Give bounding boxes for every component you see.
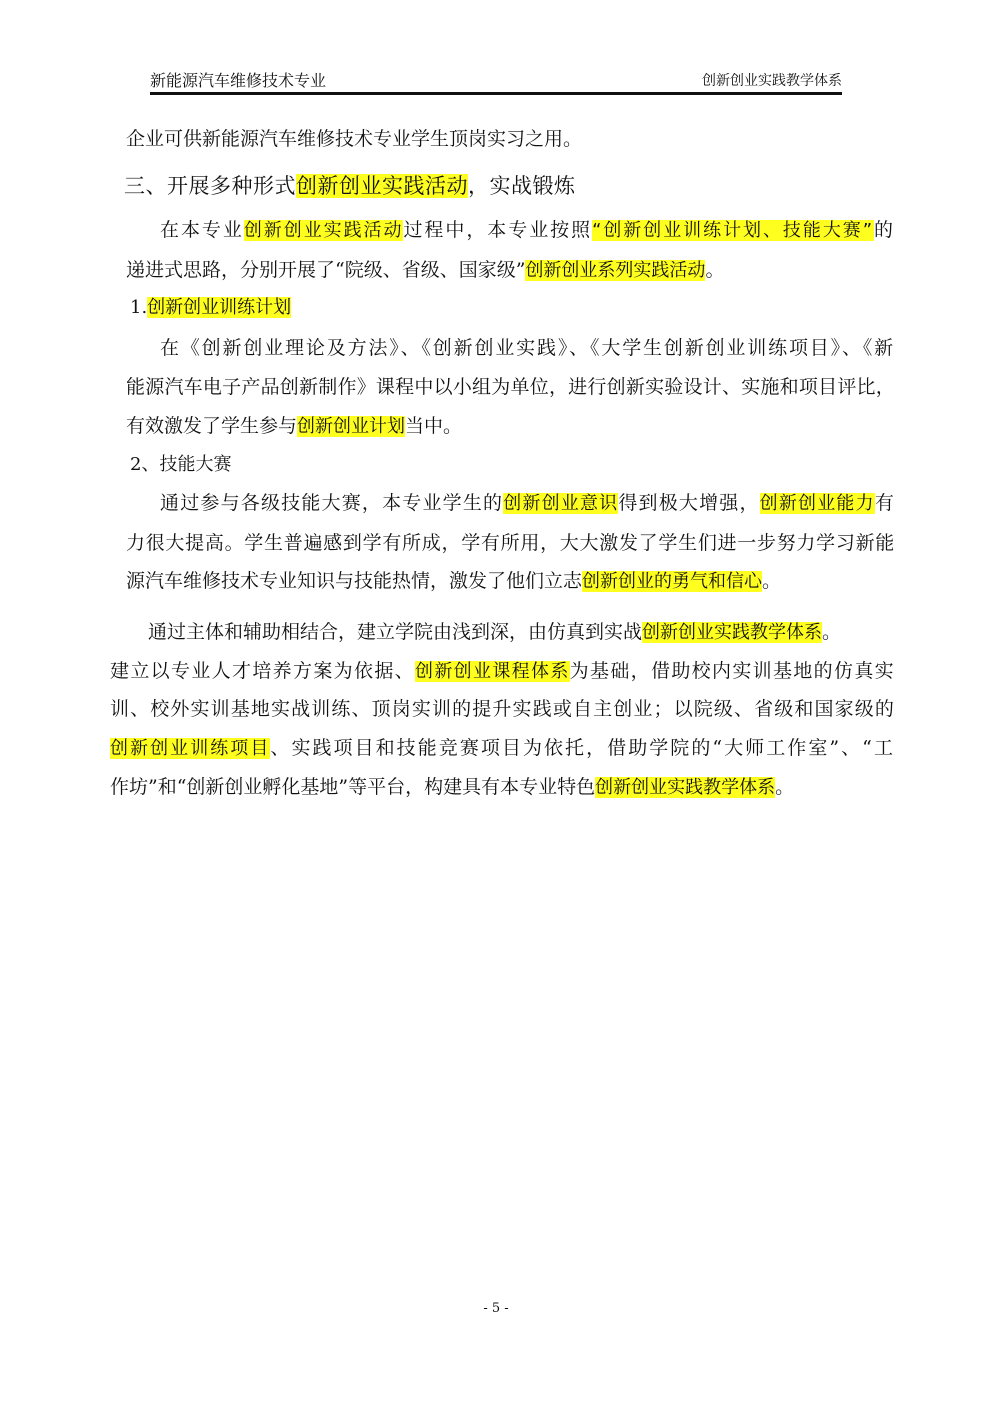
text-run: 递进式思路，分别开展了“院级、省级、国家级” <box>126 259 526 281</box>
text-run: 。 <box>775 776 795 798</box>
text-run: 能源汽车电子产品创新制作》课程中以小组为单位，进行创新实验设计、实施和项目评比， <box>126 376 896 398</box>
text-run: ，实战锻炼 <box>468 174 576 198</box>
text-run: 企业可供新能源汽车维修技术专业学生顶岗实习之用。 <box>126 128 583 150</box>
text-line <box>124 172 576 200</box>
text-run: 力很大提高。学生普遍感到学有所成，学有所用，大大激发了学生们进一步努力学习新能 <box>126 532 896 554</box>
text-line <box>148 618 841 647</box>
page-number: - 5 - <box>483 1301 509 1316</box>
text-line <box>160 216 895 245</box>
text-run: 有效激发了学生参与 <box>126 415 298 437</box>
text-line <box>130 294 291 322</box>
text-line <box>110 734 895 763</box>
header-right-title: 创新创业实践教学体系 <box>702 73 842 89</box>
highlighted-phrase: 创新创业课程体系 <box>415 661 570 682</box>
highlighted-phrase: 创新创业的勇气和信心 <box>582 571 763 592</box>
text-run: 在《创新创业理论及方法》、《创新创业实践》、《大学生创新创业训练项目》、《新 <box>160 337 895 359</box>
text-line <box>126 125 582 153</box>
highlighted-phrase: 创新创业实践活动 <box>243 220 404 241</box>
text-run: 当中。 <box>405 415 463 437</box>
text-run: 。 <box>762 570 782 592</box>
text-line <box>160 489 895 518</box>
text-run: 三、开展多种形式 <box>124 174 296 198</box>
text-run: 通过参与各级技能大赛，本专业学生的 <box>160 492 504 514</box>
text-line <box>110 695 895 723</box>
text-run: 1. <box>130 297 148 318</box>
highlighted-phrase: 创新创业意识 <box>503 493 619 514</box>
text-line <box>110 657 895 686</box>
text-run: 过程中，本专业按照 <box>403 219 593 241</box>
text-run: 得到极大增强， <box>618 492 760 514</box>
text-run: 、实践项目和技能竞赛项目为依托，借助学院的“大师工作室”、“工 <box>270 737 895 759</box>
text-run: 在本专业 <box>160 219 244 241</box>
header-left-title: 新能源汽车维修技术专业 <box>150 71 327 90</box>
text-line <box>126 529 895 557</box>
text-run: 2、技能大赛 <box>130 454 232 475</box>
text-line <box>126 412 462 441</box>
highlighted-phrase: 创新创业实践教学体系 <box>642 622 823 643</box>
highlighted-phrase: 创新创业实践教学体系 <box>595 777 776 798</box>
text-run: 作坊”和“创新创业孵化基地”等平台，构建具有本专业特色 <box>110 776 596 798</box>
highlighted-phrase: “创新创业训练计划、技能大赛” <box>592 220 875 241</box>
text-line <box>126 373 895 401</box>
text-run: 为基础，借助校内实训基地的仿真实 <box>569 660 896 682</box>
text-run: 有 <box>874 492 896 514</box>
page-header <box>150 66 842 95</box>
text-run: 的 <box>874 219 895 241</box>
highlighted-phrase: 创新创业系列实践活动 <box>525 260 706 281</box>
text-line <box>126 567 781 596</box>
highlighted-phrase: 创新创业能力 <box>759 493 875 514</box>
text-run: 。 <box>705 259 725 281</box>
highlighted-phrase: 创新创业实践活动 <box>296 174 468 198</box>
text-run: 训、校外实训基地实战训练、顶岗实训的提升实践或自主创业；以院级、省级和国家级的 <box>110 698 895 720</box>
text-run: 建立以专业人才培养方案为依据、 <box>110 660 415 682</box>
text-line <box>160 334 895 362</box>
text-line <box>130 451 231 479</box>
text-run: 通过主体和辅助相结合，建立学院由浅到深，由仿真到实战 <box>148 621 643 643</box>
text-run: 。 <box>822 621 842 643</box>
text-line <box>110 773 794 802</box>
text-run: 源汽车维修技术专业知识与技能热情，激发了他们立志 <box>126 570 583 592</box>
highlighted-phrase: 创新创业训练计划 <box>147 297 292 318</box>
highlighted-phrase: 创新创业计划 <box>297 416 406 437</box>
highlighted-phrase: 创新创业训练项目 <box>110 738 271 759</box>
text-line <box>126 256 724 285</box>
